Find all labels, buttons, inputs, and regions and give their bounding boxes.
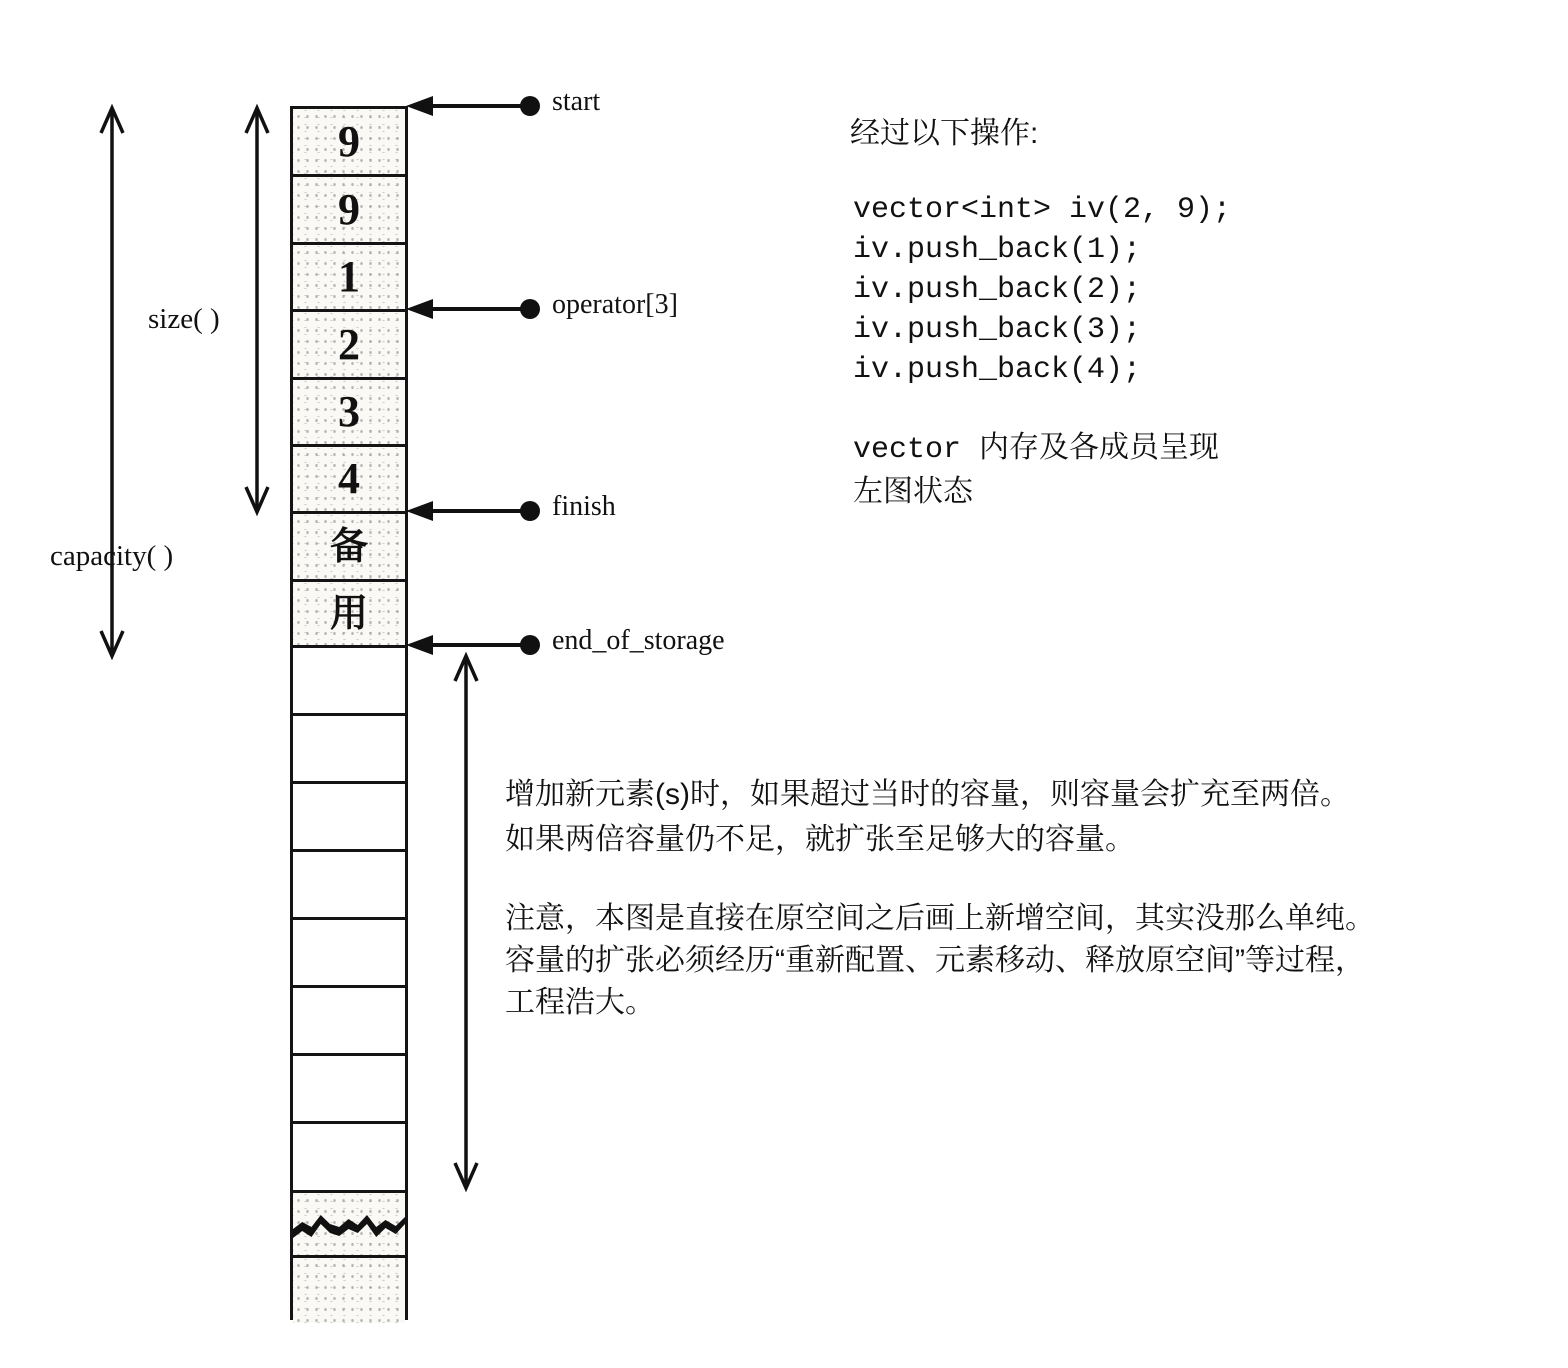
memory-cell-value (293, 380, 405, 447)
memory-cell-spare (293, 582, 405, 648)
memory-cell-value (293, 245, 405, 312)
truncation-squiggle-icon (293, 1193, 405, 1255)
paragraph-line: 容量的扩张必须经历“重新配置、元素移动、释放原空间”等过程， (505, 944, 1365, 977)
memory-cell-empty (293, 716, 405, 784)
operations-heading: 经过以下操作: (850, 117, 1039, 150)
memory-cell-empty (293, 852, 405, 920)
state-note-line: 左图状态 (853, 477, 973, 511)
cell-value-text: 1 (338, 252, 360, 301)
size-label: size( ) (148, 303, 220, 335)
pointer-line (411, 509, 530, 513)
memory-cell-tail (293, 1258, 405, 1323)
cell-value-text: 9 (338, 184, 360, 234)
pointer-operator3-label: operator[3] (552, 289, 678, 320)
pointer-dot-icon (520, 96, 540, 116)
cell-spare-text: 用 (329, 592, 368, 635)
new-space-extent-arrow (446, 650, 486, 1194)
pointer-dot-icon (520, 635, 540, 655)
growth-rule-paragraph (505, 772, 1350, 862)
reallocation-note-paragraph (505, 898, 1375, 1024)
memory-cell-spare (293, 514, 405, 582)
paragraph-line: 工程浩大。 (505, 986, 655, 1019)
state-note (853, 428, 1219, 516)
memory-cell-value (293, 447, 405, 514)
memory-cell-value (293, 109, 405, 177)
pointer-dot-icon (520, 299, 540, 319)
cell-spare-text: 备 (329, 525, 368, 568)
pointer-line (411, 643, 530, 647)
size-extent-arrow (237, 102, 277, 518)
cell-value-text: 4 (338, 454, 360, 503)
code-line: iv.push_back(1); (853, 233, 1142, 267)
memory-cell-value (293, 177, 405, 245)
pointer-finish-label: finish (552, 491, 616, 522)
capacity-extent-arrow (92, 102, 132, 662)
memory-cell-empty (293, 1124, 405, 1193)
memory-cell-empty (293, 1056, 405, 1124)
memory-cell-empty (293, 784, 405, 852)
memory-cell-empty (293, 648, 405, 716)
code-block (853, 190, 1231, 390)
code-line: iv.push_back(2); (853, 273, 1142, 307)
pointer-dot-icon (520, 501, 540, 521)
memory-column (290, 106, 408, 1320)
memory-cell-truncation (293, 1193, 405, 1258)
pointer-line (411, 104, 530, 108)
code-line: vector<int> iv(2, 9); (853, 193, 1232, 227)
cell-value-text: 2 (338, 319, 360, 369)
code-line: iv.push_back(3); (853, 313, 1142, 347)
cell-value-text: 9 (338, 116, 360, 166)
pointer-start-label: start (552, 86, 601, 117)
paragraph-line: 增加新元素(s)时，如果超过当时的容量，则容量会扩充至两倍。 (505, 778, 1350, 811)
pointer-end-of-storage-label: end_of_storage (552, 625, 725, 656)
code-line: iv.push_back(4); (853, 353, 1142, 387)
capacity-label: capacity( ) (50, 540, 174, 572)
cell-value-text: 3 (338, 387, 360, 436)
pointer-line (411, 307, 530, 311)
memory-cell-empty (293, 988, 405, 1056)
paragraph-line: 如果两倍容量仍不足，就扩张至足够大的容量。 (505, 823, 1135, 856)
paragraph-line: 注意，本图是直接在原空间之后画上新增空间，其实没那么单纯。 (505, 902, 1375, 935)
memory-cell-empty (293, 920, 405, 988)
state-note-line: vector 内存及各成员呈现 (853, 433, 1220, 467)
memory-cell-value (293, 312, 405, 380)
